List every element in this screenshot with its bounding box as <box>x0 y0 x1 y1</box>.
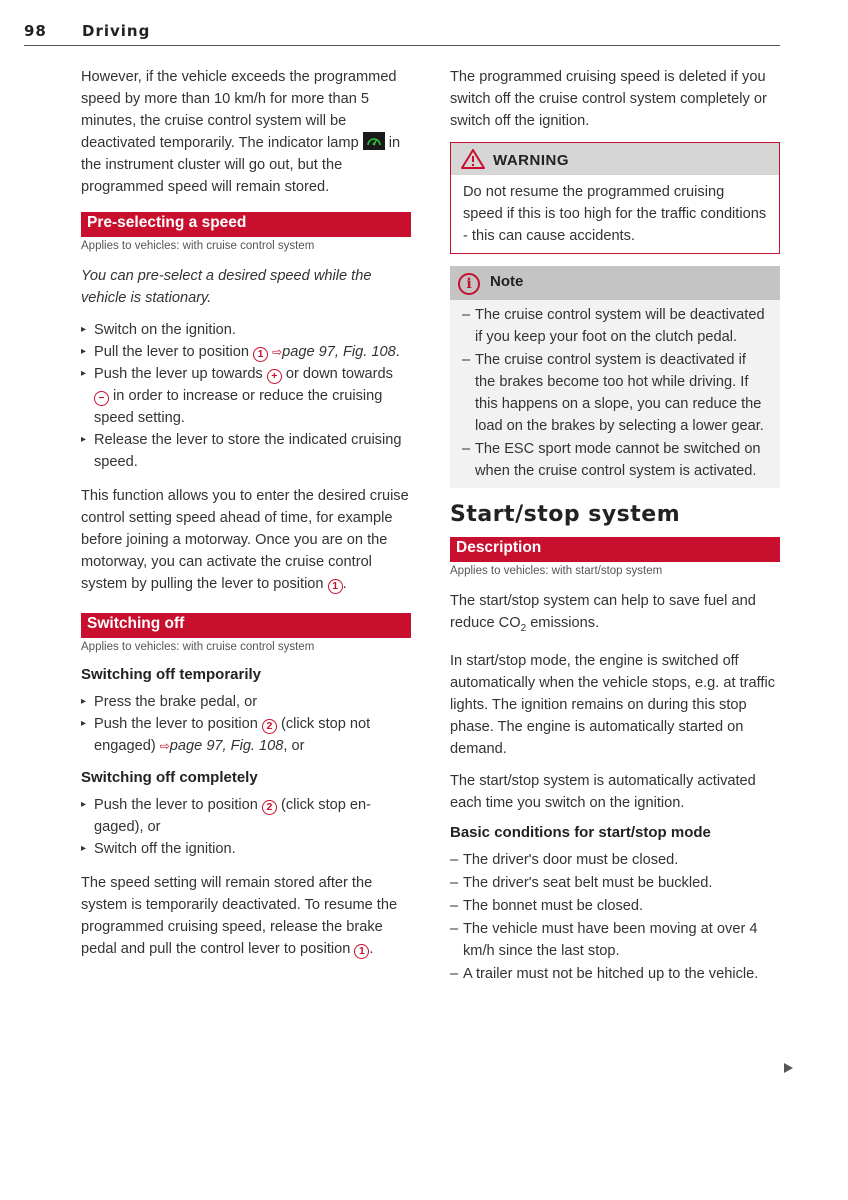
switch-off-completely-heading: Switching off completely <box>81 769 258 786</box>
preselect-lead: You can pre-select a desired speed while the vehicle is stationary. <box>81 268 372 306</box>
warning-triangle-icon <box>461 149 485 169</box>
page-ref-arrow-icon: ⇨ <box>159 739 170 753</box>
switch-off-temporarily-steps <box>81 691 411 757</box>
position-2-icon: 2 <box>262 800 277 815</box>
warning-body <box>451 175 779 253</box>
warning-text: Do not resume the programmed cruising speed if this is too high for the traffic conditions - this can cause accidents. <box>463 184 767 244</box>
warning-header <box>451 143 779 175</box>
switch-off-completely-steps <box>81 794 411 860</box>
switching-off-heading: Switching off <box>81 613 411 638</box>
startstop-p1: The start/stop system can help to save fuel and reduce $CO_2$ emissions. <box>450 593 756 634</box>
list-item: – The bonnet must be closed. <box>450 897 644 914</box>
preselect-applies: Applies to vehicles: with cruise control system <box>81 240 315 252</box>
right-column <box>450 66 780 989</box>
preselect-heading: Pre-selecting a speed <box>81 212 411 237</box>
cruise-control-indicator-icon <box>363 132 385 150</box>
switching-off-paragraph: The speed setting will remain stored after the system is temporarily deactivated. To resume the programmed cruising speed, release the brake pedal and pull the control lever to position 1 . <box>81 875 398 957</box>
minus-icon: − <box>94 391 109 406</box>
preselect-steps <box>81 319 411 473</box>
note-header <box>450 266 780 300</box>
page-reference-link[interactable]: page 97, Fig. 108 <box>282 344 396 360</box>
list-item: ▸ Release the lever to store the indicated cruising speed. <box>81 432 402 470</box>
switching-off-applies: Applies to vehicles: with cruise control system <box>81 641 315 653</box>
list-item: – The driver's seat belt must be buckled. <box>450 874 713 891</box>
list-item: ▸ Press the brake pedal, or <box>81 694 258 710</box>
conditions-list <box>450 849 780 985</box>
right-intro-paragraph: The programmed cruising speed is deleted if you switch off the cruise control system completely or switch off the ignition. <box>450 69 767 129</box>
section-title: Driving <box>82 22 151 40</box>
list-item: – The cruise control system will be deactivated if you keep your foot on the clutch pedal. <box>462 307 765 345</box>
page-ref-arrow-icon: ⇨ <box>272 345 283 359</box>
note-box <box>450 266 780 488</box>
position-1-icon: 1 <box>253 347 268 362</box>
page-number: 98 <box>24 22 47 40</box>
left-column <box>81 66 411 970</box>
preselect-paragraph: This function allows you to enter the desired cruise control setting speed ahead of time, for example before joining a motorway. Once you are on the motorway, you can activate the cruise control system by pulling the lever to position 1 . <box>81 488 409 592</box>
list-item: – The driver's door must be closed. <box>450 851 679 868</box>
list-item: ▸ Push the lever up towards + or down towards − in order to increase or reduce the cruising speed setting. <box>81 366 393 426</box>
warning-box <box>450 142 780 254</box>
position-2-icon: 2 <box>262 719 277 734</box>
page-reference-link[interactable]: page 97, Fig. 108 <box>169 738 284 754</box>
list-item: ▸ Push the lever to position 2 (click stop engaged), or <box>81 797 372 835</box>
list-item: – A trailer must not be hitched up to the vehicle. <box>450 965 759 982</box>
description-applies: Applies to vehicles: with start/stop system <box>450 565 663 577</box>
note-body <box>450 300 780 488</box>
startstop-p3: The start/stop system is automatically activated each time you switch on the ignition. <box>450 772 756 811</box>
note-title: Note <box>490 273 524 290</box>
next-page-arrow-icon[interactable] <box>784 1063 793 1073</box>
page-header <box>24 20 780 46</box>
note-list <box>462 304 768 482</box>
list-item: – The cruise control system is deactivated if the brakes become too hot while driving. If this happens on a slope, you can reduce the load on the brakes by selecting a lower gear. <box>462 352 764 434</box>
basic-conditions-heading: Basic conditions for start/stop mode <box>450 823 711 841</box>
plus-icon: + <box>267 369 282 384</box>
list-item: ▸ Pull the lever to position 1 ⇨page 97, Fig. 108. <box>81 344 400 360</box>
warning-title: WARNING <box>493 152 569 169</box>
list-item: ▸ Switch on the ignition. <box>81 322 236 338</box>
startstop-p2: In start/stop mode, the engine is switched off automatically when the vehicle stops, e.g. at traffic lights. The ignition remains on during this stop phase. The engine is automatically started on demand. <box>450 652 776 757</box>
position-1-icon: 1 <box>328 579 343 594</box>
list-item: ▸ Push the lever to position 2 (click stop not engaged) ⇨page 97, Fig. 108, or <box>81 716 371 754</box>
list-item: – The vehicle must have been moving at over 4 km/h since the last stop. <box>450 920 758 959</box>
start-stop-title: Start/stop system <box>450 502 681 527</box>
list-item: ▸ Switch off the ignition. <box>81 841 236 857</box>
info-icon: i <box>458 273 480 295</box>
intro-paragraph: However, if the vehicle exceeds the programmed speed by more than 10 km/h for more than 5 minutes, the cruise control system will be deactivated temporarily. The indicator lamp in the instrument cluster will go out, but the programmed speed will remain stored. <box>81 69 401 195</box>
switch-off-temporarily-heading: Switching off temporarily <box>81 666 262 683</box>
description-heading: Description <box>450 537 780 562</box>
position-1-icon: 1 <box>354 944 369 959</box>
list-item: – The ESC sport mode cannot be switched on when the cruise control system is activated. <box>462 441 761 479</box>
